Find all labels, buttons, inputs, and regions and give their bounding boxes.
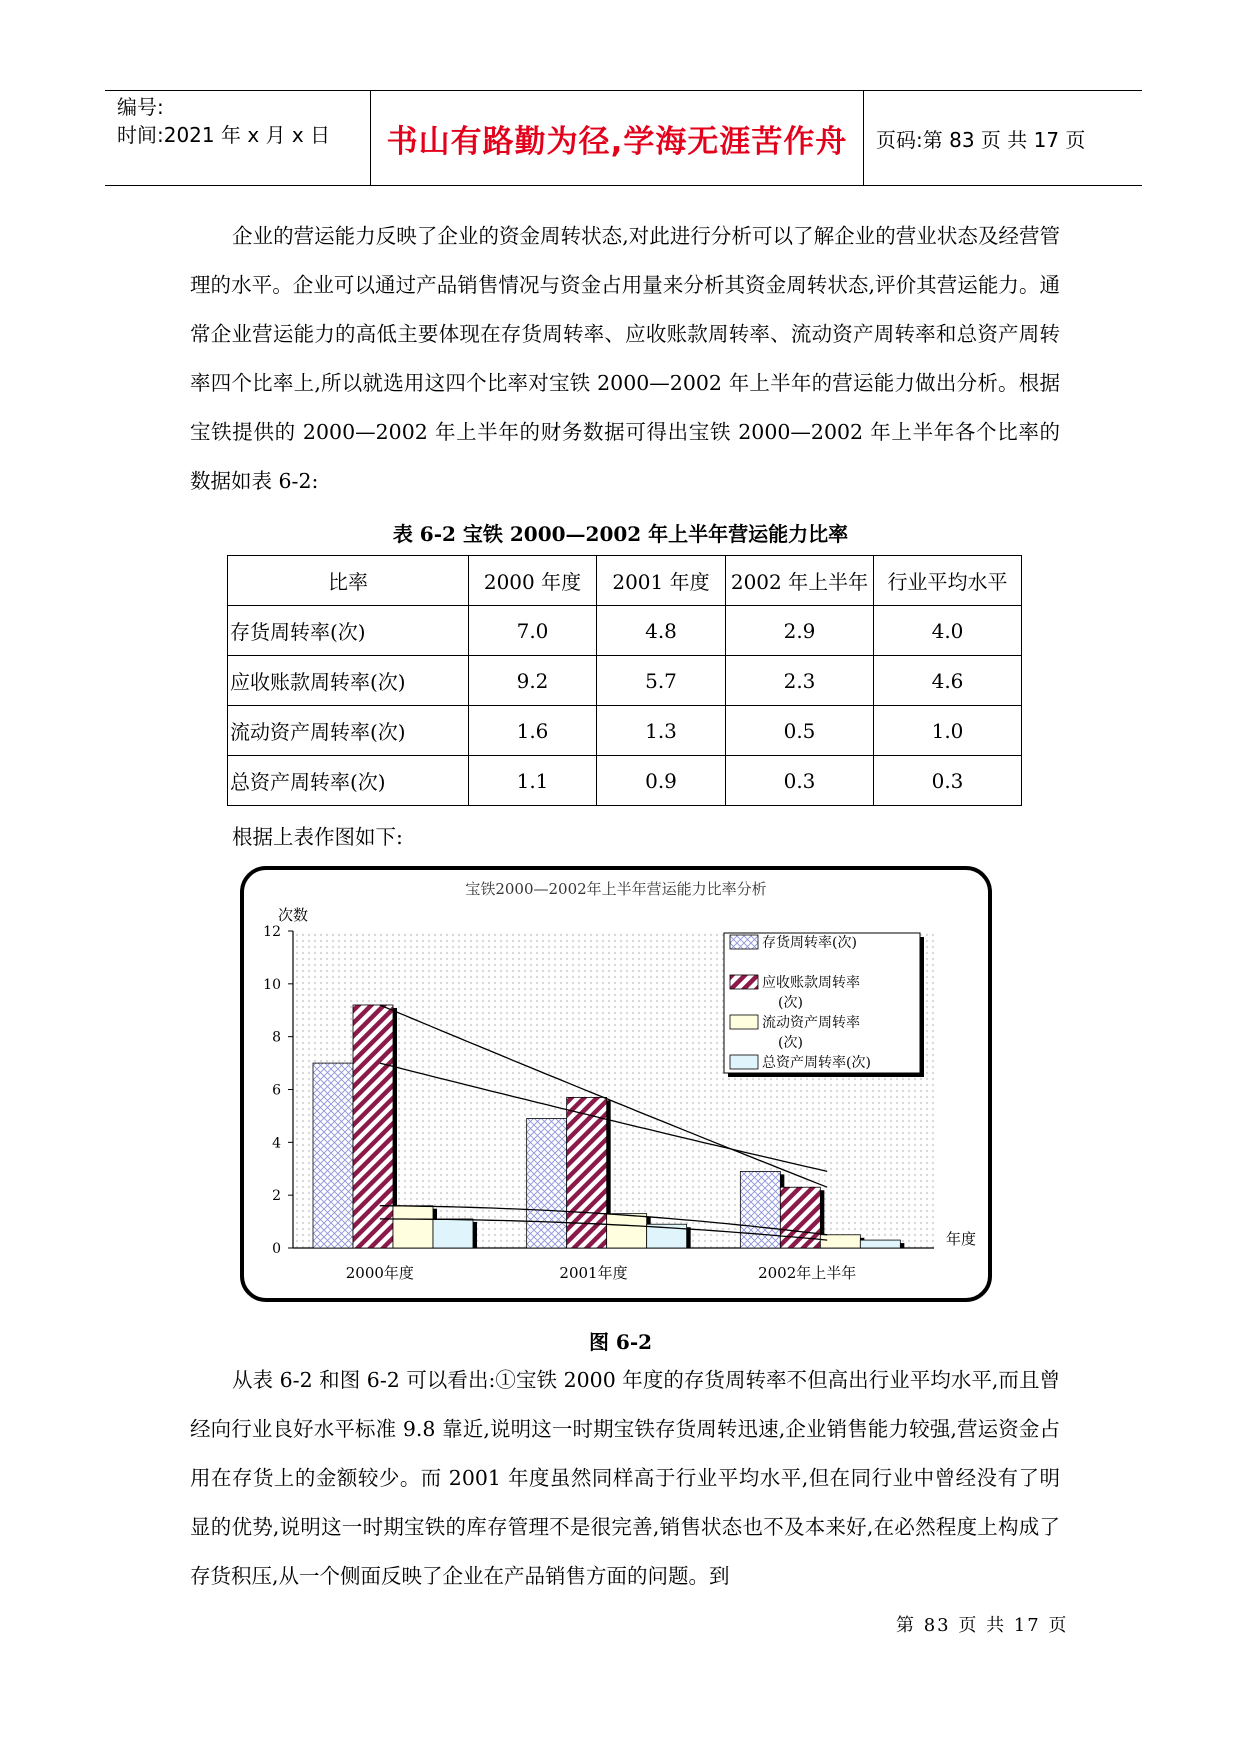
y-axis-label: 次数 (278, 906, 309, 924)
header-page-cell (864, 91, 1142, 185)
table-row (228, 706, 1022, 756)
table-cell: 应收账款周转率(次) (228, 656, 469, 706)
legend-label: 流动资产周转率 (762, 1015, 860, 1031)
legend-label-continued: (次) (778, 1035, 803, 1051)
legend-label: 总资产周转率(次) (762, 1055, 871, 1071)
table-cell: 1.1 (469, 756, 597, 806)
table-cell: 2.3 (726, 656, 874, 706)
bar (740, 1171, 780, 1248)
table-cell: 1.6 (469, 706, 597, 756)
table-cell: 1.0 (874, 706, 1022, 756)
table-cell: 0.3 (726, 756, 874, 806)
operating-ratio-chart (240, 866, 992, 1302)
table-header-cell: 2000 年度 (469, 556, 597, 606)
bar (860, 1240, 900, 1248)
table-cell: 0.9 (597, 756, 726, 806)
y-tick-label: 10 (263, 976, 281, 993)
table-row (228, 606, 1022, 656)
serial-label: 编号: (117, 95, 164, 119)
bar (393, 1206, 433, 1248)
x-tick-label: 2002年上半年 (758, 1264, 857, 1282)
table-cell: 0.5 (726, 706, 874, 756)
bar (607, 1214, 647, 1248)
analysis-paragraph (190, 1356, 1060, 1601)
table-cell: 存货周转率(次) (228, 606, 469, 656)
chart-lead-text: 根据上表作图如下: (232, 825, 403, 849)
legend-label-continued: (次) (778, 995, 803, 1011)
bar (527, 1119, 567, 1248)
legend-swatch (730, 1015, 758, 1029)
intro-paragraph (190, 212, 1060, 506)
y-tick-label: 12 (263, 924, 281, 940)
chart-title: 宝铁2000—2002年上半年营运能力比率分析 (465, 880, 767, 898)
table-header-row (228, 556, 1022, 606)
table-cell: 7.0 (469, 606, 597, 656)
table-caption: 表 6-2 宝铁 2000—2002 年上半年营运能力比率 (392, 522, 849, 546)
table-cell: 4.6 (874, 656, 1022, 706)
table-cell: 0.3 (874, 756, 1022, 806)
figure-caption: 图 6-2 (588, 1330, 653, 1354)
table-cell: 流动资产周转率(次) (228, 706, 469, 756)
page-header (105, 90, 1142, 186)
ratio-table (227, 555, 1022, 806)
legend-swatch (730, 935, 758, 949)
time-label: 时间:2021 年 x 月 x 日 (117, 123, 331, 147)
table-cell: 1.3 (597, 706, 726, 756)
table-row (228, 656, 1022, 706)
table-cell: 2.9 (726, 606, 874, 656)
legend-swatch (730, 1055, 758, 1069)
table-header-cell: 2001 年度 (597, 556, 726, 606)
table-header-cell: 比率 (228, 556, 469, 606)
table-header-cell: 2002 年上半年 (726, 556, 874, 606)
table-cell: 4.8 (597, 606, 726, 656)
bar (433, 1219, 473, 1248)
legend-box (724, 933, 920, 1073)
bar (313, 1063, 353, 1248)
y-tick-label: 2 (272, 1188, 281, 1205)
y-tick-label: 0 (272, 1241, 281, 1257)
y-tick-label: 4 (272, 1135, 281, 1152)
y-tick-label: 6 (272, 1082, 281, 1099)
bar (567, 1097, 607, 1248)
intro-text: 企业的营运能力反映了企业的资金周转状态,对此进行分析可以了解企业的营业状态及经营管理的水平。企业可以通过产品销售情况与资金占用量来分析其资金周转状态,评价其营运能力。通常企业营运能力的高低主要体现在存货周转率、应收账款周转率、流动资产周转率和总资产周转率四个比率上,所以就选用这四个比率对宝铁 2000—2002 年上半年的营运能力做出分析。根据宝铁提供的 2000—2002 年上半年的财务数据可得出宝铁 2000—2002 年上半年各个比率的数据如表 6-2: (190, 224, 1060, 493)
x-tick-label: 2000年度 (345, 1264, 414, 1282)
table-cell: 总资产周转率(次) (228, 756, 469, 806)
y-tick-label: 8 (272, 1029, 281, 1046)
header-meta-cell (105, 91, 371, 185)
x-axis-label: 年度 (946, 1230, 977, 1248)
x-tick-label: 2001年度 (559, 1264, 628, 1282)
header-motto-cell (371, 91, 864, 185)
table-row (228, 756, 1022, 806)
bar (820, 1235, 860, 1248)
motto: 书山有路勤为径,学海无涯苦作舟 (386, 123, 848, 160)
table-header-cell: 行业平均水平 (874, 556, 1022, 606)
table-cell: 9.2 (469, 656, 597, 706)
table-cell: 5.7 (597, 656, 726, 706)
page-footer: 第 83 页 共 17 页 (896, 1615, 1069, 1636)
legend-swatch (730, 975, 758, 989)
analysis-text: 从表 6-2 和图 6-2 可以看出:①宝铁 2000 年度的存货周转率不但高出行业平均水平,而且曾经向行业良好水平标准 9.8 靠近,说明这一时期宝铁存货周转迅速,企业销售能力较强,营运资金占用在存货上的金额较少。而 2001 年度虽然同样高于行业平均水平,但在同行业中曾经没有了明显的优势,说明这一时期宝铁的库存管理不是很完善,销售状态也不及本来好,在必然程度上构成了存货积压,从一个侧面反映了企业在产品销售方面的问题。到 (190, 1368, 1060, 1588)
bar (353, 1005, 393, 1248)
legend-label: 存货周转率(次) (762, 935, 857, 951)
page-label: 页码:第 83 页 共 17 页 (876, 127, 1086, 152)
table-cell: 4.0 (874, 606, 1022, 656)
legend-label: 应收账款周转率 (762, 975, 860, 991)
